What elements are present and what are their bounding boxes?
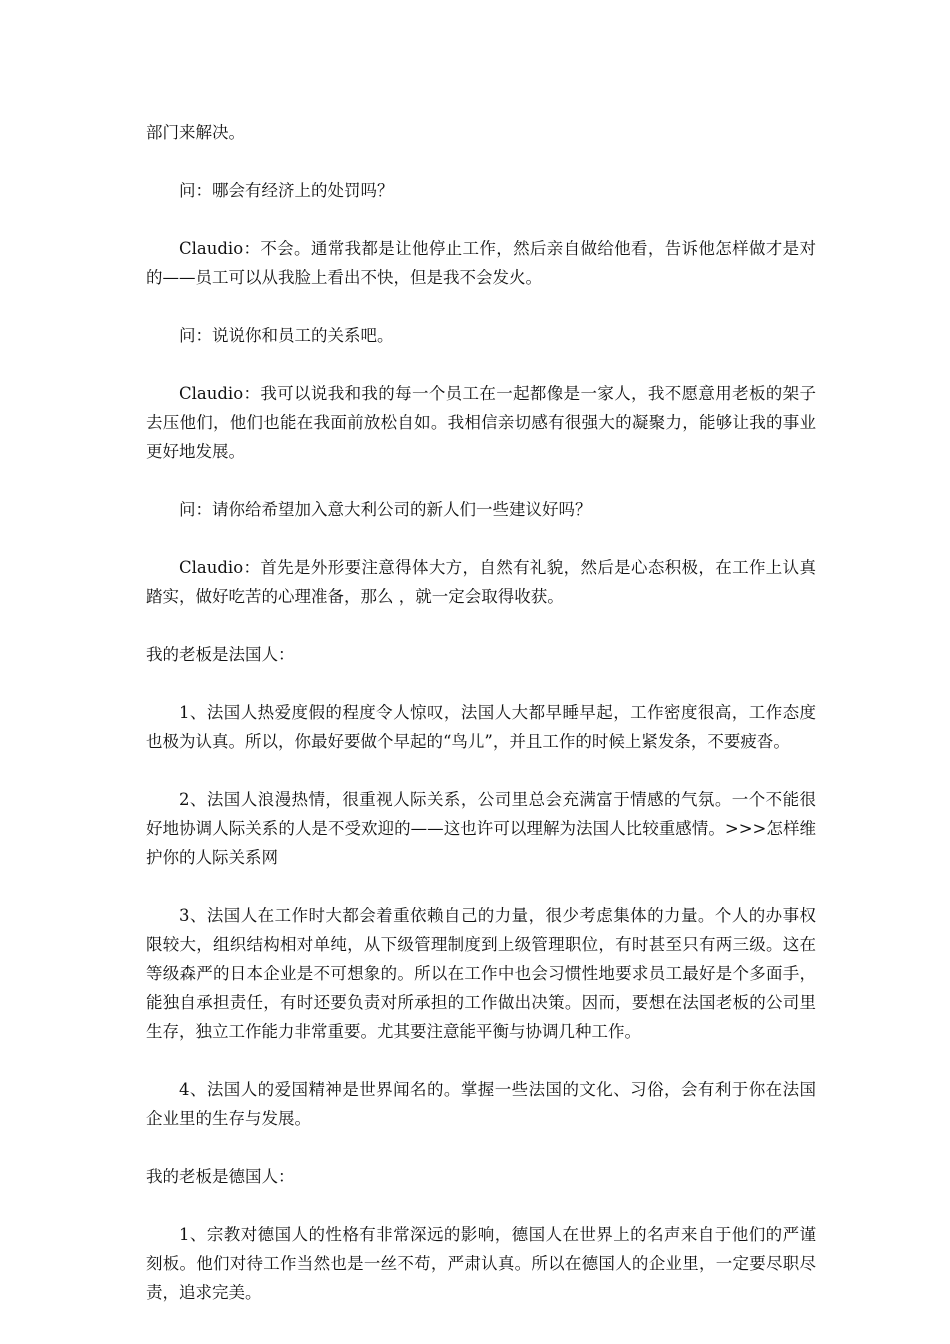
paragraph-14: 1、宗教对德国人的性格有非常深远的影响，德国人在世界上的名声来自于他们的严谨刻板。他们对待工作当然也是一丝不苟，严肃认真。所以在德国人的企业里，一定要尽职尽责，追求完美。 <box>146 1225 816 1302</box>
paragraph-11: 3、法国人在工作时大都会着重依赖自己的力量，很少考虑集体的力量。个人的办事权限较大，组织结构相对单纯，从下级管理制度到上级管理职位，有时甚至只有两三级。这在等级森严的日本企业是不可想象的。所以在工作中也会习惯性地要求员工最好是个多面手，能独自承担责任，有时还要负责对所承担的工作做出决策。因而，要想在法国老板的公司里生存，独立工作能力非常重要。尤其要注意能平衡与协调几种工作。 <box>146 906 816 1041</box>
paragraph-3: Claudio：不会。通常我都是让他停止工作，然后亲自做给他看，告诉他怎样做才是对的——员工可以从我脸上看出不快，但是我不会发火。 <box>146 239 816 287</box>
paragraph-2: 问：哪会有经济上的处罚吗？ <box>179 181 394 200</box>
paragraph-12: 4、法国人的爱国精神是世界闻名的。掌握一些法国的文化、习俗，会有利于你在法国企业里的生存与发展。 <box>146 1080 816 1128</box>
section-heading-france: 我的老板是法国人： <box>146 645 295 664</box>
paragraph-9: 1、法国人热爱度假的程度令人惊叹，法国人大都早睡早起，工作密度很高，工作态度也极为认真。所以，你最好要做个早起的“鸟儿”，并且工作的时候上紧发条，不要疲沓。 <box>146 703 816 751</box>
paragraph-10: 2、法国人浪漫热情，很重视人际关系，公司里总会充满富于情感的气氛。一个不能很好地协调人际关系的人是不受欢迎的——这也许可以理解为法国人比较重感情。>>>怎样维护你的人际关系网 <box>146 790 816 867</box>
paragraph-7: Claudio：首先是外形要注意得体大方，自然有礼貌，然后是心态积极，在工作上认真踏实，做好吃苦的心理准备，那么 ，就一定会取得收获。 <box>146 558 816 606</box>
paragraph-6: 问：请你给希望加入意大利公司的新人们一些建议好吗？ <box>179 500 592 519</box>
document-body <box>146 118 816 1336</box>
paragraph-4: 问：说说你和员工的关系吧。 <box>179 326 394 345</box>
section-heading-germany: 我的老板是德国人： <box>146 1167 295 1186</box>
paragraph-5: Claudio：我可以说我和我的每一个员工在一起都像是一家人，我不愿意用老板的架子去压他们，他们也能在我面前放松自如。我相信亲切感有很强大的凝聚力，能够让我的事业更好地发展。 <box>146 384 816 461</box>
paragraph-1: 部门来解决。 <box>146 123 245 142</box>
